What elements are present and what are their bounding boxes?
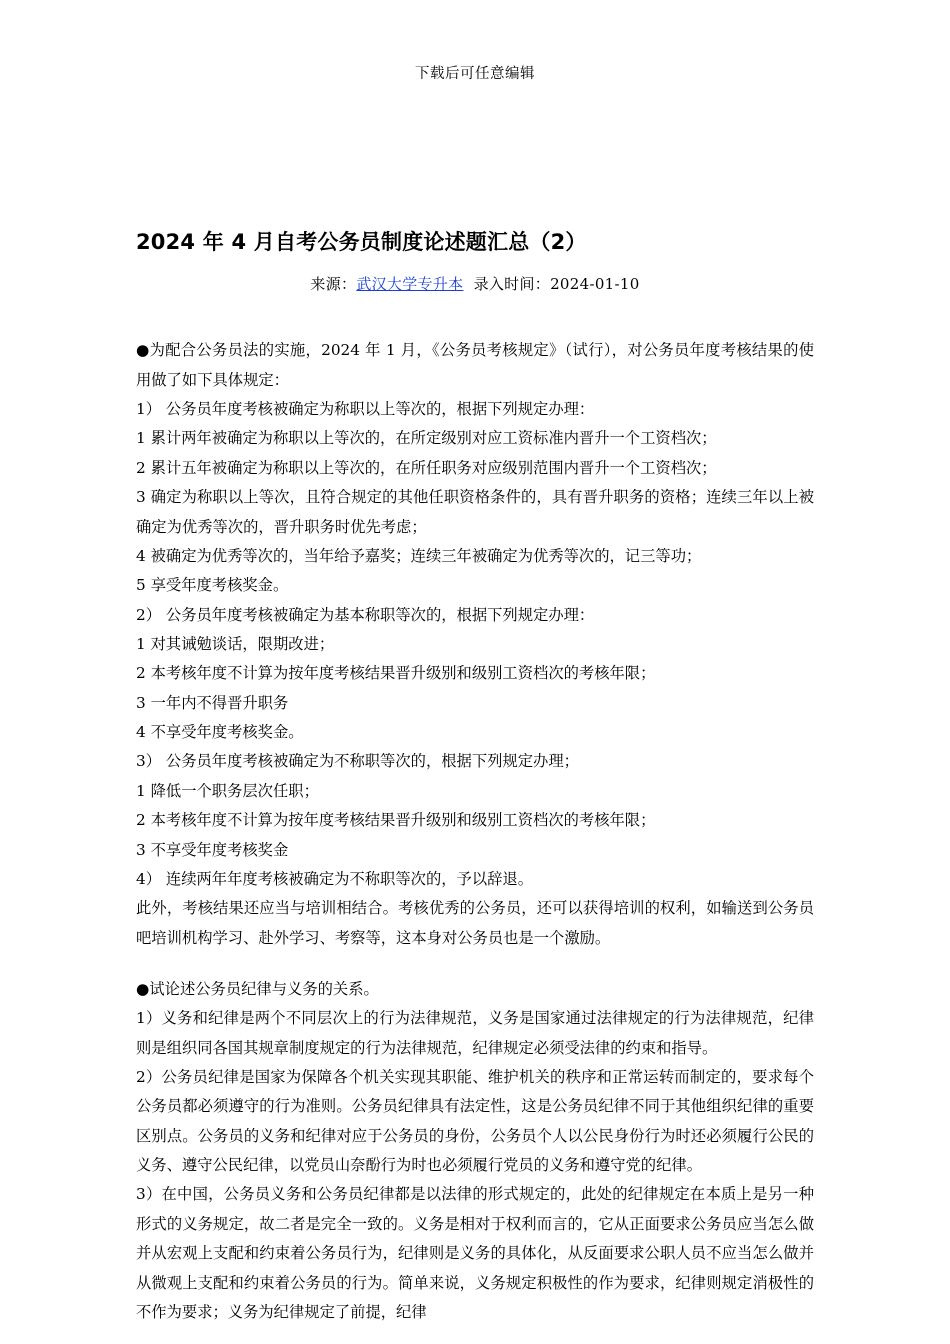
section-divider [136, 953, 814, 975]
source-link[interactable]: 武汉大学专升本 [356, 275, 464, 294]
page-header-note: 下载后可任意编辑 [415, 66, 535, 82]
paragraph: 4） 连续两年年度考核被确定为不称职等次的，予以辞退。 [136, 869, 534, 888]
paragraph: 1） 公务员年度考核被确定为称职以上等次的，根据下列规定办理： [136, 400, 595, 419]
date-spacer [463, 275, 473, 293]
paragraph: 1 累计两年被确定为称职以上等次的，在所定级别对应工资标准内晋升一个工资档次； [136, 429, 717, 448]
paragraph: 5 享受年度考核奖金。 [136, 576, 289, 595]
paragraph: 4 被确定为优秀等次的，当年给予嘉奖；连续三年被确定为优秀等次的，记三等功； [136, 546, 702, 565]
source-label: 来源： [310, 275, 357, 294]
paragraph: 3 一年内不得晋升职务 [136, 693, 289, 712]
paragraph: ●为配合公务员法的实施，2024 年 1 月，《公务员考核规定》（试行），对公务员年度考核结果的使用做了如下具体规定： [136, 341, 814, 389]
section-2 [136, 975, 814, 1327]
paragraph: 1 对其诫勉谈话，限期改进； [136, 634, 335, 653]
paragraph: 2 累计五年被确定为称职以上等次的，在所任职务对应级别范围内晋升一个工资档次； [136, 458, 717, 477]
paragraph: 3）在中国，公务员义务和公务员纪律都是以法律的形式规定的，此处的纪律规定在本质上是另一种形式的义务规定，故二者是完全一致的。义务是相对于权利而言的，它从正面要求公务员应当怎么做并从宏观上支配和约束着公务员行为，纪律则是义务的具体化，从反面要求公职人员不应当怎么做并从微观上支配和约束着公务员的行为。简单来说，义务规定积极性的作为要求，纪律则规定消极性的不作为要求；义务为纪律规定了前提，纪律 [136, 1185, 814, 1321]
paragraph: 3 不享受年度考核奖金 [136, 840, 289, 859]
date-label: 录入时间： [473, 275, 551, 294]
source-line [136, 273, 814, 294]
paragraph: 4 不享受年度考核奖金。 [136, 723, 304, 742]
date-value: 2024-01-10 [550, 275, 640, 294]
paragraph: 1 降低一个职务层次任职； [136, 781, 319, 800]
paragraph: 2）公务员纪律是国家为保障各个机关实现其职能、维护机关的秩序和正常运转而制定的，要求每个公务员都必须遵守的行为准则。公务员纪律具有法定性，这是公务员纪律不同于其他组织纪律的重要区别点。公务员的义务和纪律对应于公务员的身份，公务员个人以公民身份行为时还必须履行公民的义务、遵守公民纪律，以党员山奈酚行为时也必须履行党员的义务和遵守党的纪律。 [136, 1068, 814, 1175]
paragraph: 此外，考核结果还应当与培训相结合。考核优秀的公务员，还可以获得培训的权利，如输送到公务员吧培训机构学习、赴外学习、考察等，这本身对公务员也是一个激励。 [136, 899, 814, 947]
paragraph: 2 本考核年度不计算为按年度考核结果晋升级别和级别工资档次的考核年限； [136, 664, 656, 683]
paragraph: 1）义务和纪律是两个不同层次上的行为法律规范，义务是国家通过法律规定的行为法律规范，纪律则是组织同各国其规章制度规定的行为法律规范，纪律规定必须受法律的约束和指导。 [136, 1009, 814, 1057]
paragraph: 3） 公务员年度考核被确定为不称职等次的，根据下列规定办理； [136, 752, 579, 771]
page-title: 2024 年 4 月自考公务员制度论述题汇总（2） [136, 230, 587, 254]
paragraph: 2 本考核年度不计算为按年度考核结果晋升级别和级别工资档次的考核年限； [136, 811, 656, 830]
paragraph: 3 确定为称职以上等次，且符合规定的其他任职资格条件的，具有晋升职务的资格；连续三年以上被确定为优秀等次的，晋升职务时优先考虑； [136, 488, 814, 536]
document-content [136, 228, 814, 1327]
paragraph: 2） 公务员年度考核被确定为基本称职等次的，根据下列规定办理： [136, 605, 595, 624]
section-1 [136, 336, 814, 953]
paragraph: ●试论述公务员纪律与义务的关系。 [136, 979, 379, 998]
